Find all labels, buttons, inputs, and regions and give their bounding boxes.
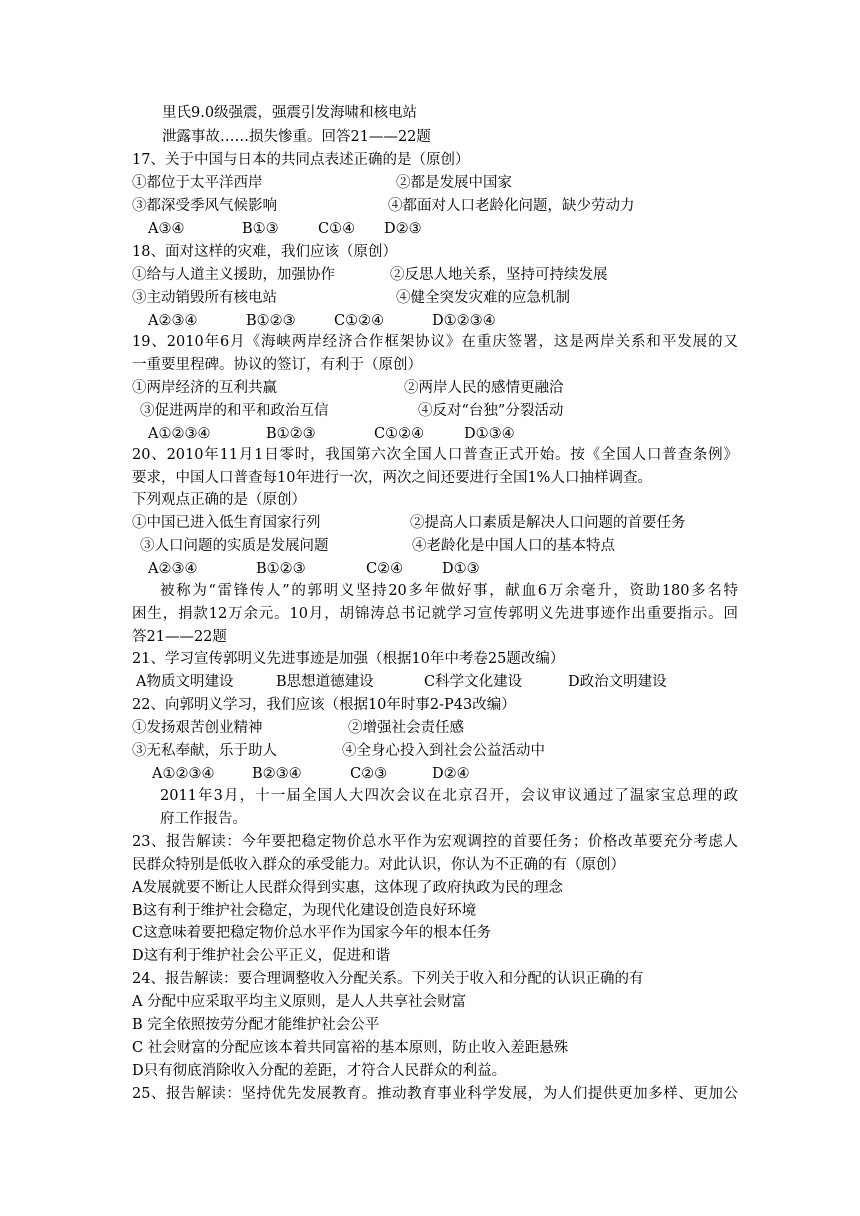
q22-option-b: B②③④	[252, 766, 302, 782]
q19-item-2: ②两岸人民的感情更融洽	[404, 380, 564, 396]
q19-item-4: ④反对“台独”分裂活动	[418, 403, 564, 419]
question-24: 24、报告解读：要合理调整收入分配关系。下列关于收入和分配的认识正确的有	[132, 971, 644, 987]
q23-option-d: D这有利于维护社会公平正义，促进和谐	[132, 948, 391, 964]
question-20-line-3: 下列观点正确的是（原创）	[132, 492, 306, 508]
q20-option-d: D①③	[442, 561, 480, 577]
q20-option-a: A②③④	[148, 561, 198, 577]
q20-item-2: ②提高人口素质是解决人口问题的首要任务	[410, 515, 686, 531]
q17-item-4: ④都面对人口老龄化问题，缺少劳动力	[388, 198, 635, 214]
q18-option-c: C①②④	[334, 313, 385, 329]
q19-option-a: A①②③④	[148, 426, 211, 442]
q19-option-b: B①②③	[266, 426, 316, 442]
q22-item-2: ②增强社会责任感	[348, 720, 464, 736]
q20-item-4: ④老龄化是中国人口的基本特点	[412, 538, 615, 554]
q18-item-1: ①给与人道主义援助，加强协作	[132, 267, 335, 283]
q24-option-a: A 分配中应采取平均主义原则，是人人共享社会财富	[132, 994, 467, 1010]
q22-item-4: ④全身心投入到社会公益活动中	[342, 743, 545, 759]
q17-item-2: ②都是发展中国家	[396, 175, 512, 191]
intro-line-1: 里氏9.0级强震，强震引发海啸和核电站	[162, 105, 418, 121]
question-23-line-1: 23、报告解读：今年要把稳定物价总水平作为宏观调控的首要任务；价格改革要充分考虑人	[132, 834, 738, 850]
q22-item-3: ③无私奉献，乐于助人	[132, 743, 277, 759]
question-22: 22、向郭明义学习，我们应该（根据10年时事2-P43改编）	[132, 697, 516, 713]
q24-option-b: B 完全依照按劳分配才能维护社会公平	[132, 1017, 380, 1033]
q24-option-c: C 社会财富的分配应该本着共同富裕的基本原则，防止收入差距悬殊	[132, 1040, 569, 1056]
q20-item-3: ③人口问题的实质是发展问题	[140, 538, 329, 554]
q18-item-4: ④健全突发灾难的应急机制	[396, 290, 570, 306]
q17-option-a: A③④	[148, 221, 185, 237]
q23-option-c: C这意味着要把稳定物价总水平作为国家今年的根本任务	[132, 925, 492, 941]
q24-option-d: D只有彻底消除收入分配的差距，才符合人民群众的利益。	[132, 1063, 507, 1079]
question-19-line-2: 一重要里程碑。协议的签订，有利于（原创）	[132, 357, 422, 373]
q18-option-a: A②③④	[148, 313, 198, 329]
intro-line-2: 泄露事故……损失惨重。回答21——22题	[162, 129, 431, 145]
q18-item-3: ③主动销毁所有核电站	[132, 290, 277, 306]
question-23-line-2: 民群众特别是低收入群众的承受能力。对此认识，你认为不正确的有（原创）	[132, 857, 625, 873]
q22-item-1: ①发扬艰苦创业精神	[132, 720, 263, 736]
q21-option-b: B思想道德建设	[276, 674, 374, 690]
question-21: 21、学习宣传郭明义先进事迹是加强（根据10年中考卷25题改编）	[132, 651, 565, 667]
q21-option-d: D政治文明建设	[568, 674, 667, 690]
q22-option-a: A①②③④	[152, 766, 215, 782]
q21-option-a: A物质文明建设	[136, 674, 234, 690]
q22-option-d: D②④	[432, 766, 470, 782]
question-20-line-2: 要求，中国人口普查每10年进行一次，两次之间还要进行全国1%人口抽样调查。	[132, 470, 652, 486]
question-20-line-1: 20、2010年11月1日零时，我国第六次全国人口普查正式开始。按《全国人口普查条例》	[132, 447, 738, 463]
passage-report-line-2: 府工作报告。	[160, 811, 247, 827]
q20-option-b: B①②③	[256, 561, 306, 577]
passage-guo-line-2: 困生，捐款12万余元。10月，胡锦涛总书记就学习宣传郭明义先进事迹作出重要指示。回	[132, 606, 738, 622]
q23-option-a: A发展就要不断让人民群众得到实惠，这体现了政府执政为民的理念	[132, 880, 563, 896]
question-25: 25、报告解读：坚持优先发展教育。推动教育事业科学发展，为人们提供更加多样、更加公	[132, 1086, 738, 1102]
q17-option-b: B①③	[242, 221, 279, 237]
q21-option-c: C科学文化建设	[424, 674, 523, 690]
passage-guo-line-1: 被称为“雷锋传人”的郭明义坚持20多年做好事，献血6万余毫升，资助180多名特	[160, 583, 738, 599]
q23-option-b: B这有利于维护社会稳定，为现代化建设创造良好环境	[132, 903, 477, 919]
q17-item-3: ③都深受季风气候影响	[132, 198, 277, 214]
q20-item-1: ①中国已进入低生育国家行列	[132, 515, 321, 531]
q18-option-d: D①②③④	[432, 313, 496, 329]
question-18: 18、面对这样的灾难，我们应该（原创）	[132, 244, 397, 260]
q19-item-1: ①两岸经济的互利共赢	[132, 380, 277, 396]
q17-item-1: ①都位于太平洋西岸	[132, 175, 263, 191]
question-19-line-1: 19、2010年6月《海峡两岸经济合作框架协议》在重庆签署，这是两岸关系和平发展的又	[132, 334, 738, 350]
q19-option-d: D①③④	[464, 426, 515, 442]
q17-option-d: D②③	[384, 221, 422, 237]
q20-option-c: C②④	[366, 561, 404, 577]
q22-option-c: C②③	[350, 766, 388, 782]
q17-option-c: C①④	[318, 221, 356, 237]
q19-item-3: ③促进两岸的和平和政治互信	[140, 403, 329, 419]
passage-report-line-1: 2011年3月，十一届全国人大四次会议在北京召开，会议审议通过了温家宝总理的政	[160, 788, 738, 804]
q18-option-b: B①②③	[246, 313, 296, 329]
q19-option-c: C①②④	[374, 426, 425, 442]
question-17: 17、关于中国与日本的共同点表述正确的是（原创）	[132, 152, 470, 168]
q18-item-2: ②反思人地关系，坚持可持续发展	[390, 267, 608, 283]
passage-guo-line-3: 答21——22题	[132, 629, 227, 645]
